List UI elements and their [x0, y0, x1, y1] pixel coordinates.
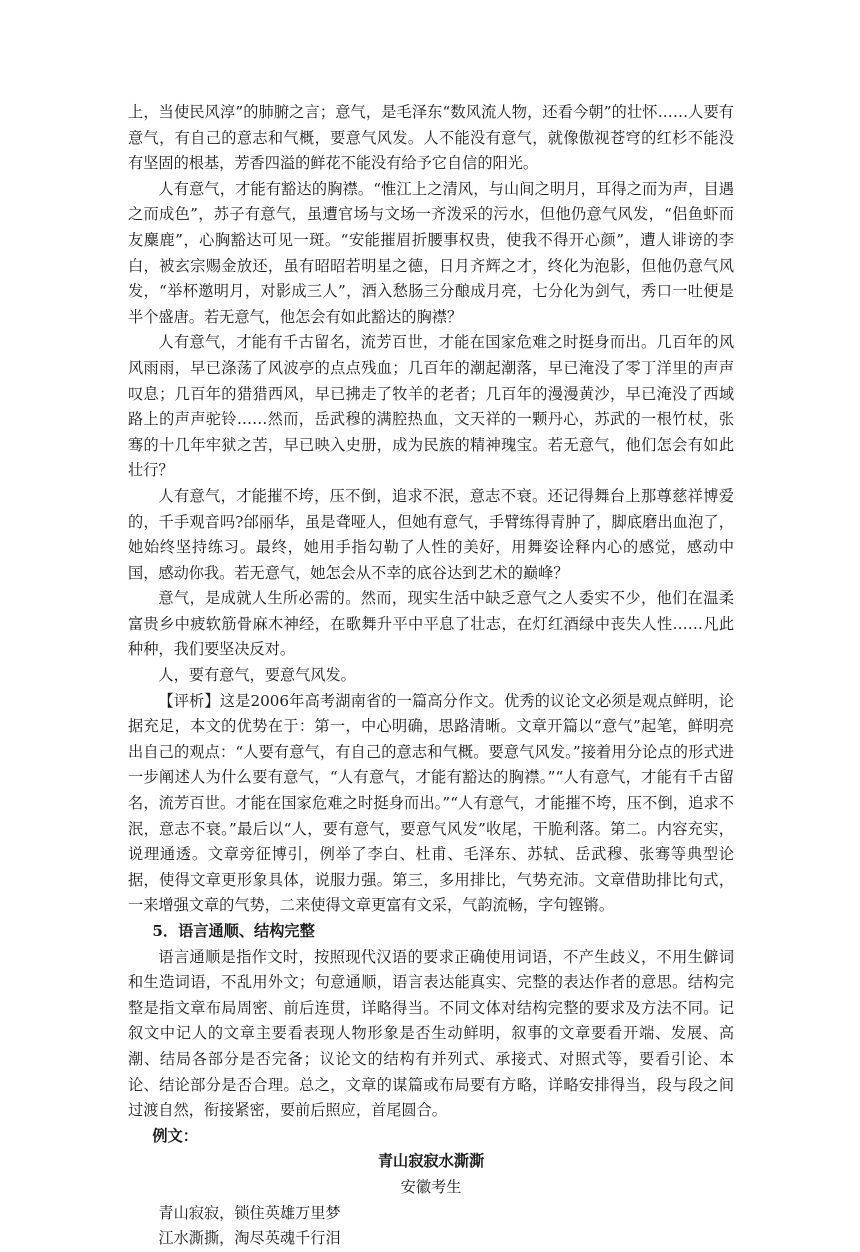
paragraph-conclusion: 人，要有意气，要意气风发。	[158, 666, 356, 685]
paragraph-lasting-fame: 人有意气，才能有千古留名，流芳百世，才能在国家危难之时挺身而出。几百年的风风雨雨，早已涤荡了风波亭的点点残血；几百年的潮起潮落，早已淹没了零丁洋里的声声叹息；几百年的猎猎西风，早已拂走了牧羊的老者；几百年的漫漫黄沙，早已淹没了西域路上的声声驼铃……然而，岳武穆的满腔热血，文天祥的一颗丹心，苏武的一根竹杖，张骞的十几年牢狱之苦，早已映入史册，成为民族的精神瑰宝。若无意气，他们怎会有如此壮行？	[128, 333, 734, 480]
paragraph-perseverance: 人有意气，才能摧不垮，压不倒，追求不泯，意志不衰。还记得舞台上那尊慈祥博爱的，千手观音吗?邰丽华，虽是聋哑人，但她有意气，手臂练得青肿了，脚底磨出血泡了，她始终坚持练习。最终，她用手指勾勒了人性的美好，用舞姿诠释内心的感觉，感动中国，感动你我。若无意气，她怎会从不幸的底谷达到艺术的巅峰？	[128, 486, 734, 582]
poem-line: 青山寂寂，锁住英雄万里梦	[158, 1203, 341, 1222]
example-label: 例文：	[152, 1126, 198, 1145]
paragraph-commentary: 【评析】这是2006年高考湖南省的一篇高分作文。优秀的议论文必须是观点鲜明，论据充足，本文的优势在于：第一，中心明确，思路清晰。文章开篇以“意气”起笔，鲜明亮出自己的观点：“人要有意气，有自己的意志和气概。要意气风发。”接着用分论点的形式进一步阐述人为什么要有意气，“人有意气，才能有豁达的胸襟。”“人有意气，才能有千古留名，流芳百世。才能在国家危难之时挺身而出。”“人有意气，才能摧不垮，压不倒，追求不泯，意志不衰。”最后以“人，要有意气，要意气风发”收尾，干脆利落。第二。内容充实，说理通透。文章旁征博引，例举了李白、杜甫、毛泽东、苏轼、岳武穆、张骞等典型论据，使得文章更形象具体，说服力强。第三，多用排比，气势充沛。文章借助排比句式，一来增强文章的气势，二来使得文章更富有文采，气韵流畅，字句铿锵。	[128, 691, 734, 915]
document-body	[128, 100, 734, 1252]
section-paragraph: 语言通顺是指作文时，按照现代汉语的要求正确使用词语，不产生歧义，不用生僻词和生造词语，不乱用外文；句意通顺，语言表达能真实、完整的表达作者的意思。结构完整是指文章布局周密、前后连贯，详略得当。不同文体对结构完整的要求及方法不同。记叙文中记人的文章主要看表现人物形象是否生动鲜明，叙事的文章要看开端、发展、高潮、结局各部分是否完备；议论文的结构有并列式、承接式、对照式等，要看引论、本论、结论部分是否合理。总之，文章的谋篇或布局要有方略，详略安排得当，段与段之间过渡自然，衔接紧密，要前后照应，首尾圆合。	[128, 947, 734, 1120]
paragraph-broad-mind: 人有意气，才能有豁达的胸襟。“惟江上之清风，与山间之明月，耳得之而为声，目遇之而成色”，苏子有意气，虽遭官场与文场一齐泼采的污水，但他仍意气风发，“侣鱼虾而友麋鹿”，心胸豁达可见一斑。“安能摧眉折腰事权贵，使我不得开心颜”，遭人诽谤的李白，被玄宗赐金放还，虽有昭昭若明星之德，日月齐辉之才，终化为泡影，但他仍意气风发，“举杯邀明月，对影成三人”，酒入愁肠三分酿成月亮，七分化为剑气，秀口一吐便是半个盛唐。若无意气，他怎会有如此豁达的胸襟？	[128, 179, 734, 326]
paragraph-necessity: 意气，是成就人生所必需的。然而，现实生活中缺乏意气之人委实不少，他们在温柔富贵乡中疲软筋骨麻木神经，在歌舞升平中平息了壮志，在灯红酒绿中丧失人性……凡此种种，我们要坚决反对。	[128, 589, 734, 659]
poem-line: 江水澌撕，淘尽英魂千行泪	[158, 1229, 341, 1248]
section-heading: 5．语言通顺、结构完整	[152, 922, 315, 940]
essay-author: 安徽考生	[400, 1177, 462, 1196]
paragraph-continuation: 上，当使民风淳”的肺腑之言；意气，是毛泽东“数风流人物，还看今朝”的壮怀……人要有意气，有自己的意志和气概，要意气风发。人不能没有意气，就像傲视苍穹的红杉不能没有坚固的根基，芳香四溢的鲜花不能没有给予它自信的阳光。	[128, 103, 734, 173]
essay-title: 青山寂寂水澌澌	[377, 1152, 485, 1171]
